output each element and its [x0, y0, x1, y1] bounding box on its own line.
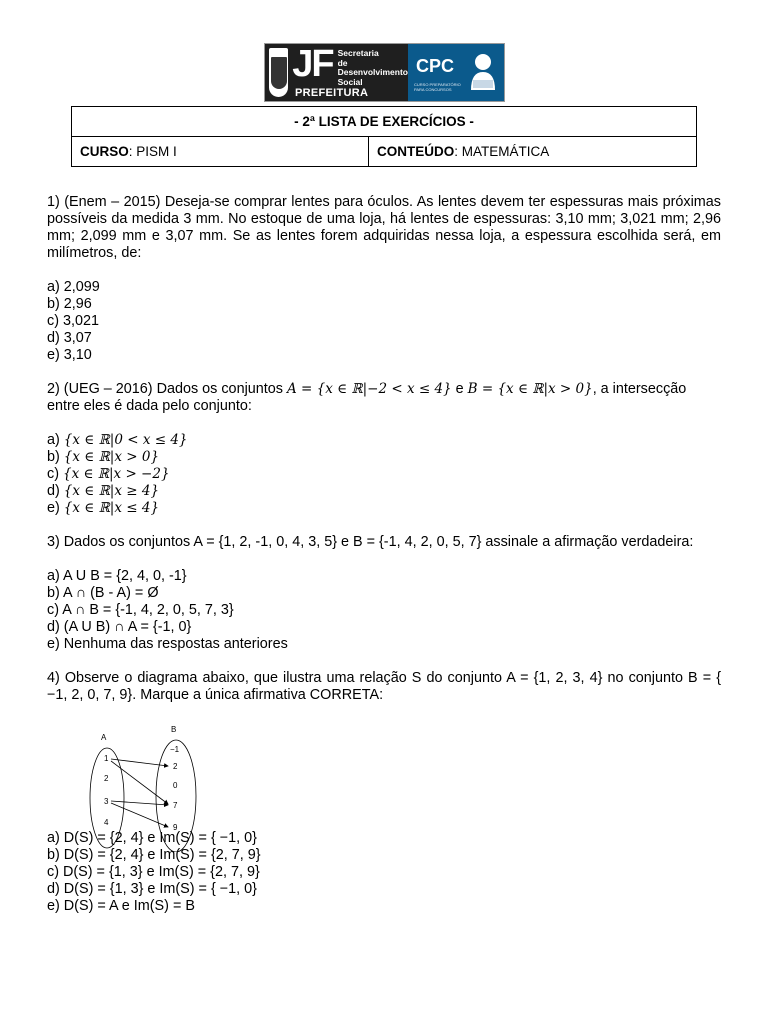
set-b-label: B — [171, 725, 177, 734]
prefeitura-logo — [265, 44, 408, 101]
q3-option-a: a) A U B = {2, 4, 0, -1} — [47, 568, 187, 584]
arrow-1-to-7 — [111, 761, 168, 804]
secretaria-text: Secretaria de Desenvolvimento Social — [337, 48, 408, 87]
q4-option-c: c) D(S) = {1, 3} e Im(S) = {2, 7, 9} — [47, 864, 260, 880]
cpc-text: CPC — [416, 56, 455, 76]
jf-logo-text: JF — [292, 43, 333, 85]
arrow-3-to-7 — [111, 801, 168, 805]
set-a-element: 1 — [104, 754, 109, 763]
question-1-text: 1) (Enem – 2015) Deseja-se comprar lentes para óculos. As lentes devem ter espessuras mais próximas possíveis da medida 3 mm. No estoque de uma loja, há lentes de espessuras: 3,10 mm; 3,021 mm; 2,96 mm; 2,099 mm e 3,07 mm. Se as lentes forem adquiridas nessa loja, a espessura escolhida será, em milímetros, de: — [47, 194, 721, 261]
q1-option-a: a) 2,099 — [47, 279, 100, 295]
relation-diagram — [83, 724, 203, 852]
list-title: - 2ª LISTA DE EXERCÍCIOS - — [72, 107, 697, 137]
q2-option-a: a) {x ∈ ℝ|0 < x ≤ 4} — [47, 432, 188, 448]
header-table — [71, 106, 697, 167]
curso-cell — [72, 137, 369, 167]
prefeitura-text: PREFEITURA — [295, 87, 369, 99]
set-b-element: 0 — [173, 781, 178, 790]
question-4-text: 4) Observe o diagrama abaixo, que ilustra uma relação S do conjunto A = {1, 2, 3, 4} no conjunto B = { −1, 2, 0, 7, 9}. Marque a única afirmativa CORRETA: — [47, 670, 721, 703]
conteudo-value: : MATEMÁTICA — [454, 144, 550, 159]
curso-value: : PISM I — [128, 144, 177, 159]
q1-option-c: c) 3,021 — [47, 313, 99, 329]
set-b-ellipse — [156, 740, 196, 852]
coat-of-arms-icon — [269, 48, 288, 97]
q3-option-b: b) A ∩ (B - A) = Ø — [47, 585, 159, 601]
q4-option-b: b) D(S) = {2, 4} e Im(S) = {2, 7, 9} — [47, 847, 261, 863]
question-2-text: 2) (UEG – 2016) Dados os conjuntos A = {x ∈ ℝ|−2 < x ≤ 4} e B = {x ∈ ℝ|x > 0}, a intersecção entre eles é dada pelo conjunto: — [47, 381, 687, 414]
q4-option-a: a) D(S) = {2, 4} e Im(S) = { −1, 0} — [47, 830, 257, 846]
set-b-expression: B = {x ∈ ℝ|x > 0} — [467, 381, 593, 397]
conteudo-label: CONTEÚDO — [377, 144, 455, 159]
q3-option-d: d) (A U B) ∩ A = {-1, 0} — [47, 619, 192, 635]
cpc-subtitle: CURSO PREPARATÓRIO PARA CONCURSOS — [414, 82, 461, 92]
set-a-element: 4 — [104, 818, 109, 827]
person-reading-icon — [468, 50, 498, 92]
question-3-text: 3) Dados os conjuntos A = {1, 2, -1, 0, 4, 3, 5} e B = {-1, 4, 2, 0, 5, 7} assinale a afirmação verdadeira: — [47, 534, 694, 550]
q3-option-c: c) A ∩ B = {-1, 4, 2, 0, 5, 7, 3} — [47, 602, 234, 618]
q1-option-b: b) 2,96 — [47, 296, 92, 312]
set-a-expression: A = {x ∈ ℝ|−2 < x ≤ 4} — [286, 381, 452, 397]
set-a-element: 3 — [104, 797, 109, 806]
q2-option-d: d) {x ∈ ℝ|x ≥ 4} — [47, 483, 160, 499]
set-b-element: −1 — [170, 745, 180, 754]
set-b-element: 9 — [173, 823, 178, 832]
set-b-element: 2 — [173, 762, 178, 771]
q1-option-e: e) 3,10 — [47, 347, 92, 363]
q4-option-d: d) D(S) = {1, 3} e Im(S) = { −1, 0} — [47, 881, 257, 897]
set-a-label: A — [101, 733, 107, 742]
q2-option-c: c) {x ∈ ℝ|x > −2} — [47, 466, 170, 482]
conteudo-cell — [369, 137, 697, 167]
cpc-logo — [408, 44, 504, 101]
q3-option-e: e) Nenhuma das respostas anteriores — [47, 636, 288, 652]
q4-option-e: e) D(S) = A e Im(S) = B — [47, 898, 195, 914]
q2-option-e: e) {x ∈ ℝ|x ≤ 4} — [47, 500, 160, 516]
q1-option-d: d) 3,07 — [47, 330, 92, 346]
curso-label: CURSO — [80, 144, 129, 159]
header-logo — [264, 43, 505, 102]
q2-option-b: b) {x ∈ ℝ|x > 0} — [47, 449, 160, 465]
arrow-3-to-9 — [111, 803, 168, 827]
set-b-element: 7 — [173, 801, 178, 810]
set-a-element: 2 — [104, 774, 109, 783]
